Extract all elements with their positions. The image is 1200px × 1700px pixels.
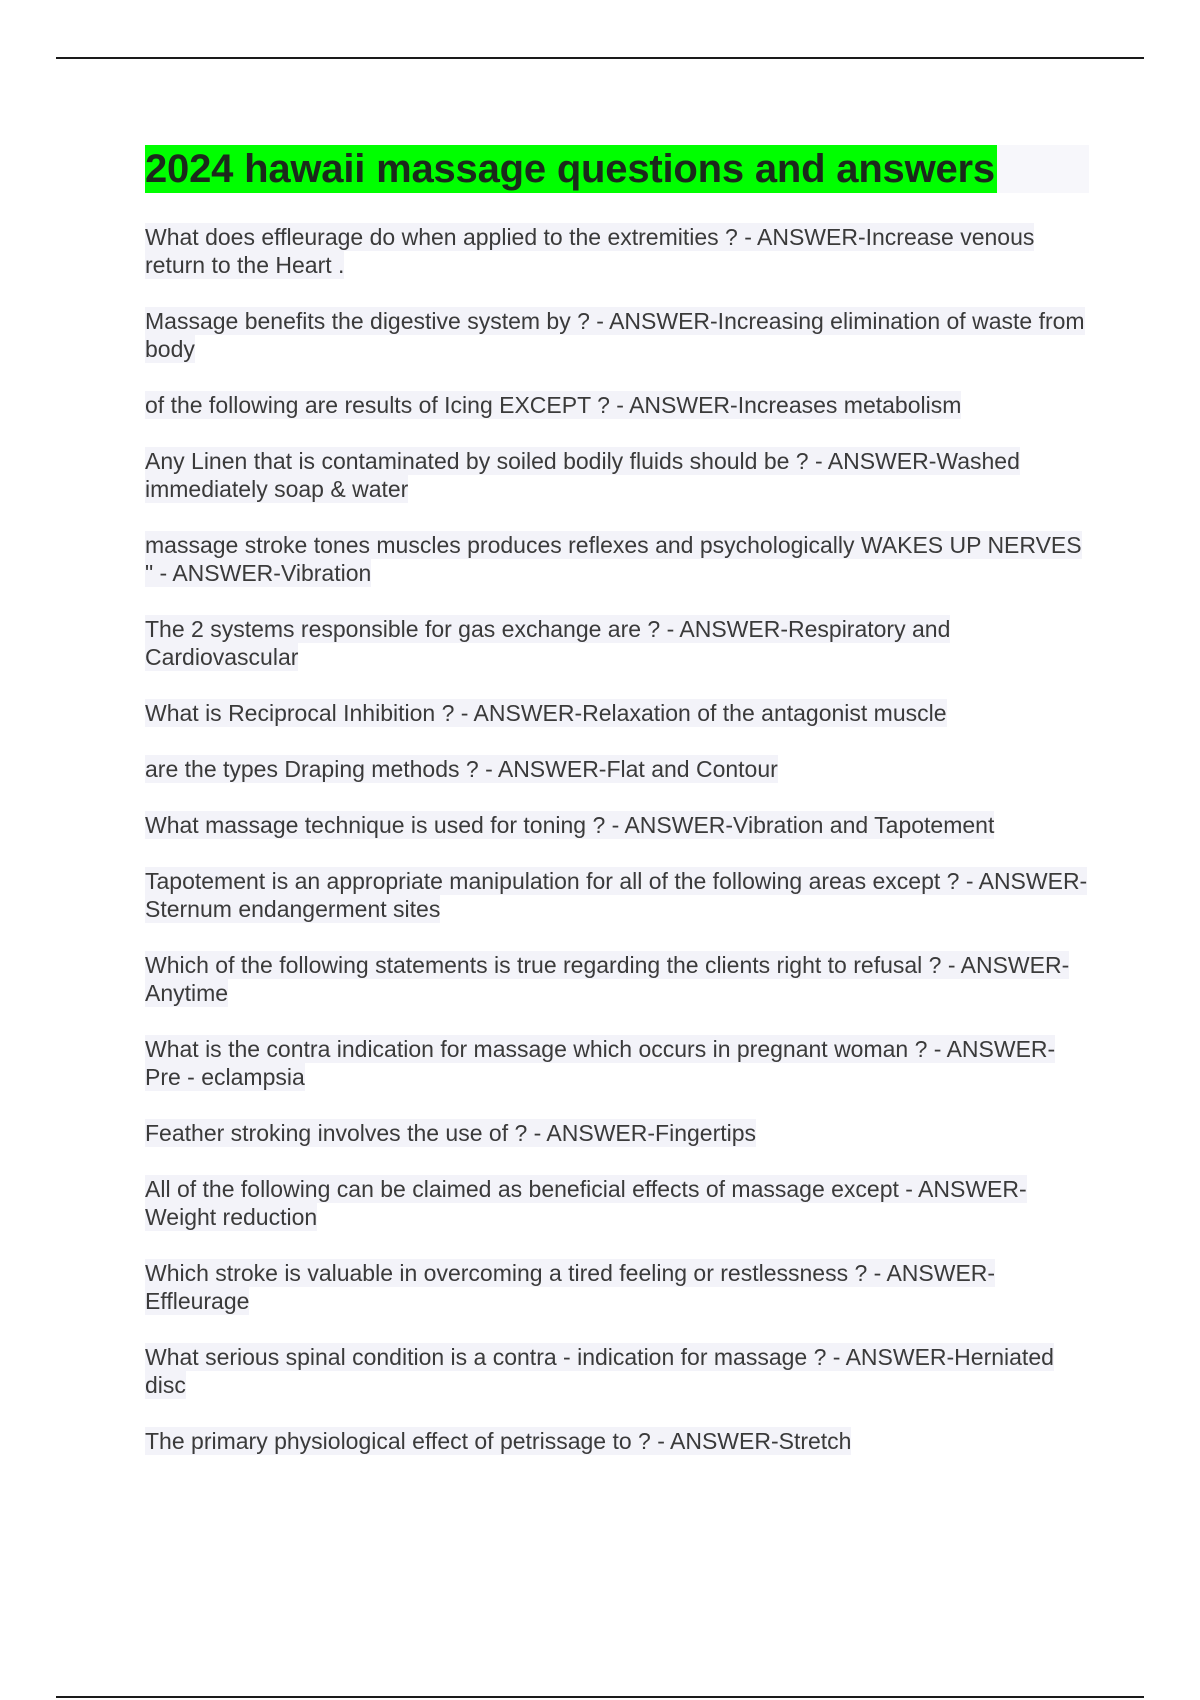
document-title: 2024 hawaii massage questions and answers <box>145 147 995 191</box>
qa-item: Feather stroking involves the use of ? - ANSWER-Fingertips <box>145 1120 757 1146</box>
document-body <box>145 145 1089 1454</box>
qa-item: Which of the following statements is true regarding the clients right to refusal ? - ANSWER-Anytime <box>145 952 1070 1006</box>
bottom-rule <box>56 1696 1144 1698</box>
qa-item: All of the following can be claimed as beneficial effects of massage except - ANSWER-Weight reduction <box>145 1176 1027 1230</box>
qa-item: What serious spinal condition is a contra - indication for massage ? - ANSWER-Herniated disc <box>145 1344 1054 1398</box>
qa-item: What massage technique is used for toning ? - ANSWER-Vibration and Tapotement <box>145 812 995 838</box>
qa-item: of the following are results of Icing EXCEPT ? - ANSWER-Increases metabolism <box>145 392 962 418</box>
qa-item: What does effleurage do when applied to the extremities ? - ANSWER-Increase venous return to the Heart . <box>145 224 1035 278</box>
qa-item: Any Linen that is contaminated by soiled bodily fluids should be ? - ANSWER-Washed immediately soap & water <box>145 448 1020 502</box>
qa-item: The primary physiological effect of petrissage to ? - ANSWER-Stretch <box>145 1428 852 1454</box>
qa-item: What is Reciprocal Inhibition ? - ANSWER-Relaxation of the antagonist muscle <box>145 700 947 726</box>
qa-item: Tapotement is an appropriate manipulation for all of the following areas except ? - ANSWER-Sternum endangerment sites <box>145 868 1088 922</box>
qa-item: What is the contra indication for massage which occurs in pregnant woman ? - ANSWER-Pre - eclampsia <box>145 1036 1056 1090</box>
qa-item: Massage benefits the digestive system by ? - ANSWER-Increasing elimination of waste from body <box>145 308 1085 362</box>
qa-item: The 2 systems responsible for gas exchange are ? - ANSWER-Respiratory and Cardiovascular <box>145 616 951 670</box>
top-rule <box>56 57 1144 59</box>
qa-list <box>145 223 1089 1483</box>
qa-item: are the types Draping methods ? - ANSWER-Flat and Contour <box>145 756 778 782</box>
qa-item: massage stroke tones muscles produces reflexes and psychologically WAKES UP NERVES " - ANSWER-Vibration <box>145 532 1082 586</box>
title-band <box>145 145 1089 193</box>
qa-item: Which stroke is valuable in overcoming a tired feeling or restlessness ? - ANSWER-Effleurage <box>145 1260 996 1314</box>
